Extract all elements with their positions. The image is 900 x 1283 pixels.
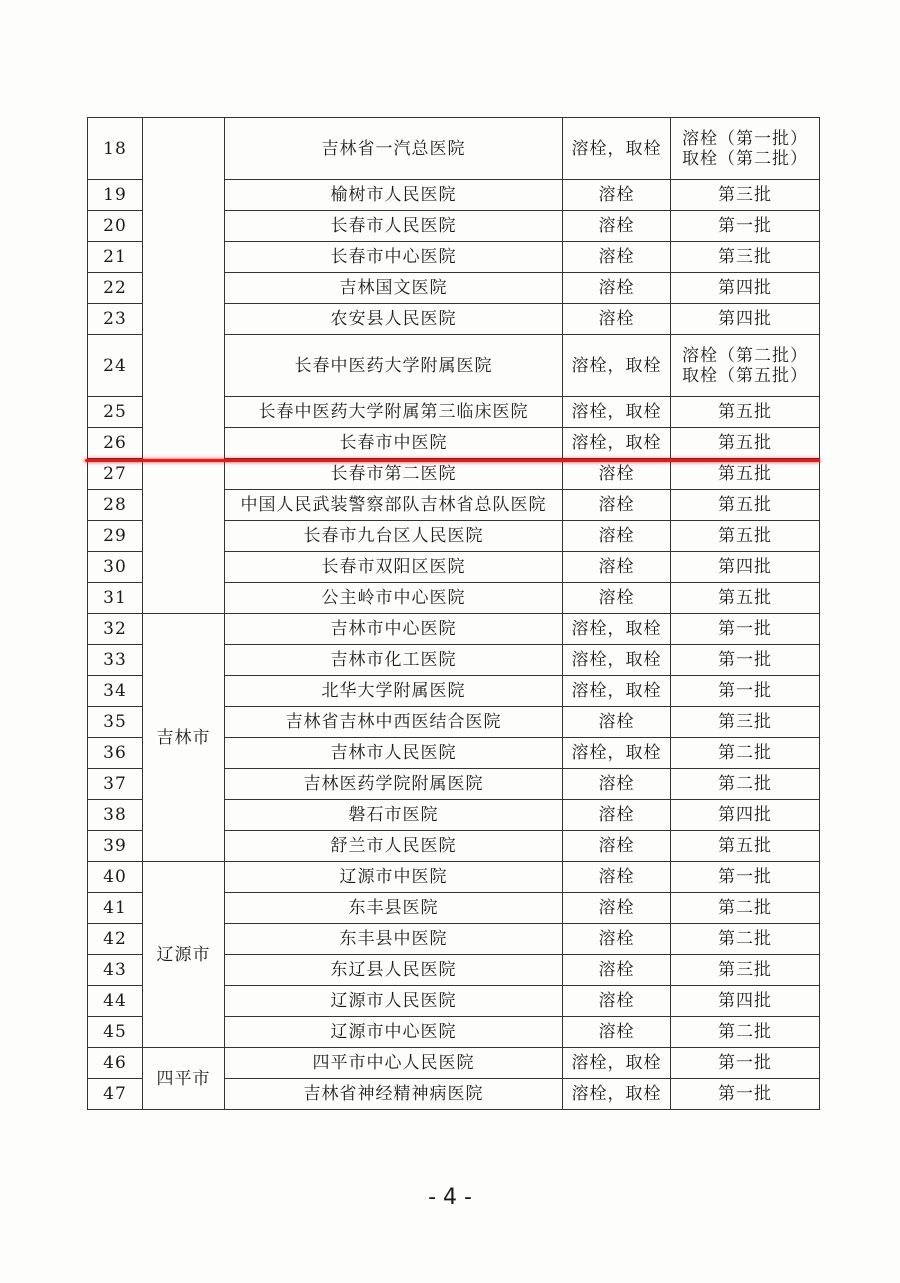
treatment-type: 溶栓 bbox=[563, 986, 671, 1017]
hospital-name: 长春市九台区人民医院 bbox=[225, 521, 563, 552]
hospital-table bbox=[87, 117, 820, 1110]
hospital-name: 吉林省一汽总医院 bbox=[225, 118, 563, 180]
row-number: 29 bbox=[88, 521, 143, 552]
row-number: 19 bbox=[88, 180, 143, 211]
hospital-name: 吉林医药学院附属医院 bbox=[225, 769, 563, 800]
treatment-type: 溶栓，取栓 bbox=[563, 118, 671, 180]
hospital-name: 东辽县人民医院 bbox=[225, 955, 563, 986]
treatment-type: 溶栓 bbox=[563, 180, 671, 211]
hospital-name: 长春中医药大学附属医院 bbox=[225, 335, 563, 397]
batch-text: 第四批 bbox=[718, 557, 772, 577]
row-number: 41 bbox=[88, 893, 143, 924]
treatment-type: 溶栓，取栓 bbox=[563, 428, 671, 459]
row-number: 31 bbox=[88, 583, 143, 614]
treatment-type: 溶栓 bbox=[563, 304, 671, 335]
hospital-name: 辽源市人民医院 bbox=[225, 986, 563, 1017]
treatment-type: 溶栓 bbox=[563, 459, 671, 490]
batch-cell bbox=[671, 428, 820, 459]
batch-cell bbox=[671, 397, 820, 428]
city-cell: 四平市 bbox=[143, 1048, 225, 1110]
hospital-name: 长春市双阳区医院 bbox=[225, 552, 563, 583]
batch-cell bbox=[671, 1048, 820, 1079]
batch-text: 第三批 bbox=[718, 185, 772, 205]
batch-text: 第五批 bbox=[718, 433, 772, 453]
row-number: 39 bbox=[88, 831, 143, 862]
batch-cell bbox=[671, 862, 820, 893]
batch-cell bbox=[671, 180, 820, 211]
treatment-type: 溶栓 bbox=[563, 955, 671, 986]
hospital-name: 吉林国文医院 bbox=[225, 273, 563, 304]
batch-cell bbox=[671, 800, 820, 831]
treatment-type: 溶栓 bbox=[563, 242, 671, 273]
treatment-type: 溶栓 bbox=[563, 583, 671, 614]
batch-cell bbox=[671, 521, 820, 552]
batch-cell bbox=[671, 118, 820, 180]
hospital-name: 东丰县医院 bbox=[225, 893, 563, 924]
row-number: 20 bbox=[88, 211, 143, 242]
hospital-name: 吉林省吉林中西医结合医院 bbox=[225, 707, 563, 738]
treatment-type: 溶栓 bbox=[563, 490, 671, 521]
treatment-type: 溶栓 bbox=[563, 273, 671, 304]
batch-cell bbox=[671, 242, 820, 273]
batch-text: 第三批 bbox=[718, 247, 772, 267]
table-row bbox=[88, 614, 820, 645]
row-number: 24 bbox=[88, 335, 143, 397]
batch-text: 第四批 bbox=[718, 991, 772, 1011]
treatment-type: 溶栓，取栓 bbox=[563, 1048, 671, 1079]
batch-cell bbox=[671, 645, 820, 676]
batch-text: 第四批 bbox=[718, 805, 772, 825]
row-number: 36 bbox=[88, 738, 143, 769]
batch-text: 第五批 bbox=[718, 836, 772, 856]
treatment-type: 溶栓 bbox=[563, 521, 671, 552]
hospital-name: 吉林市化工医院 bbox=[225, 645, 563, 676]
batch-cell bbox=[671, 924, 820, 955]
row-number: 45 bbox=[88, 1017, 143, 1048]
treatment-type: 溶栓 bbox=[563, 924, 671, 955]
city-cell bbox=[143, 118, 225, 614]
batch-text: 第一批 bbox=[718, 650, 772, 670]
batch-cell bbox=[671, 490, 820, 521]
city-cell: 吉林市 bbox=[143, 614, 225, 862]
treatment-type: 溶栓，取栓 bbox=[563, 738, 671, 769]
hospital-name: 长春市中医院 bbox=[225, 428, 563, 459]
row-number: 32 bbox=[88, 614, 143, 645]
batch-cell bbox=[671, 831, 820, 862]
hospital-name: 四平市中心人民医院 bbox=[225, 1048, 563, 1079]
hospital-name: 公主岭市中心医院 bbox=[225, 583, 563, 614]
hospital-name: 长春中医药大学附属第三临床医院 bbox=[225, 397, 563, 428]
treatment-type: 溶栓 bbox=[563, 800, 671, 831]
batch-text: 第一批 bbox=[718, 619, 772, 639]
row-number: 47 bbox=[88, 1079, 143, 1110]
treatment-type: 溶栓 bbox=[563, 1017, 671, 1048]
treatment-type: 溶栓，取栓 bbox=[563, 335, 671, 397]
batch-text: 第五批 bbox=[718, 495, 772, 515]
treatment-type: 溶栓 bbox=[563, 831, 671, 862]
treatment-type: 溶栓，取栓 bbox=[563, 614, 671, 645]
batch-text: 溶栓（第一批） bbox=[682, 128, 808, 149]
hospital-name: 辽源市中心医院 bbox=[225, 1017, 563, 1048]
batch-text: 取栓（第二批） bbox=[682, 148, 808, 169]
batch-cell bbox=[671, 1017, 820, 1048]
batch-text: 第一批 bbox=[718, 1084, 772, 1104]
hospital-name: 吉林市中心医院 bbox=[225, 614, 563, 645]
row-number: 34 bbox=[88, 676, 143, 707]
hospital-name: 榆树市人民医院 bbox=[225, 180, 563, 211]
batch-text: 第一批 bbox=[718, 681, 772, 701]
hospital-name: 吉林省神经精神病医院 bbox=[225, 1079, 563, 1110]
treatment-type: 溶栓 bbox=[563, 893, 671, 924]
row-number: 30 bbox=[88, 552, 143, 583]
batch-text: 溶栓（第二批） bbox=[682, 345, 808, 366]
batch-cell bbox=[671, 986, 820, 1017]
row-number: 37 bbox=[88, 769, 143, 800]
batch-cell bbox=[671, 273, 820, 304]
row-number: 44 bbox=[88, 986, 143, 1017]
batch-cell bbox=[671, 459, 820, 490]
batch-text: 第一批 bbox=[718, 1053, 772, 1073]
row-number: 28 bbox=[88, 490, 143, 521]
hospital-name: 舒兰市人民医院 bbox=[225, 831, 563, 862]
row-number: 21 bbox=[88, 242, 143, 273]
batch-cell bbox=[671, 304, 820, 335]
batch-cell bbox=[671, 893, 820, 924]
row-number: 25 bbox=[88, 397, 143, 428]
hospital-name: 东丰县中医院 bbox=[225, 924, 563, 955]
treatment-type: 溶栓，取栓 bbox=[563, 397, 671, 428]
hospital-name: 磐石市医院 bbox=[225, 800, 563, 831]
row-number: 35 bbox=[88, 707, 143, 738]
row-number: 22 bbox=[88, 273, 143, 304]
row-number: 46 bbox=[88, 1048, 143, 1079]
batch-text: 第五批 bbox=[718, 526, 772, 546]
treatment-type: 溶栓 bbox=[563, 552, 671, 583]
treatment-type: 溶栓 bbox=[563, 862, 671, 893]
batch-text: 第二批 bbox=[718, 898, 772, 918]
batch-cell bbox=[671, 676, 820, 707]
hospital-name: 北华大学附属医院 bbox=[225, 676, 563, 707]
batch-text: 取栓（第五批） bbox=[682, 365, 808, 386]
batch-text: 第三批 bbox=[718, 960, 772, 980]
batch-text: 第四批 bbox=[718, 278, 772, 298]
batch-cell bbox=[671, 552, 820, 583]
row-number: 42 bbox=[88, 924, 143, 955]
treatment-type: 溶栓，取栓 bbox=[563, 645, 671, 676]
batch-text: 第二批 bbox=[718, 774, 772, 794]
batch-cell bbox=[671, 769, 820, 800]
batch-text: 第一批 bbox=[718, 867, 772, 887]
table-row bbox=[88, 1048, 820, 1079]
row-number: 40 bbox=[88, 862, 143, 893]
batch-text: 第四批 bbox=[718, 309, 772, 329]
batch-cell bbox=[671, 1079, 820, 1110]
row-number: 26 bbox=[88, 428, 143, 459]
row-number: 43 bbox=[88, 955, 143, 986]
batch-text: 第二批 bbox=[718, 1022, 772, 1042]
row-number: 27 bbox=[88, 459, 143, 490]
batch-cell bbox=[671, 335, 820, 397]
treatment-type: 溶栓 bbox=[563, 769, 671, 800]
hospital-name: 长春市中心医院 bbox=[225, 242, 563, 273]
batch-text: 第一批 bbox=[718, 216, 772, 236]
row-number: 33 bbox=[88, 645, 143, 676]
treatment-type: 溶栓，取栓 bbox=[563, 676, 671, 707]
treatment-type: 溶栓 bbox=[563, 211, 671, 242]
hospital-name: 吉林市人民医院 bbox=[225, 738, 563, 769]
batch-text: 第二批 bbox=[718, 929, 772, 949]
batch-cell bbox=[671, 707, 820, 738]
hospital-table-body bbox=[88, 118, 820, 1110]
batch-text: 第五批 bbox=[718, 464, 772, 484]
page-number: - 4 - bbox=[428, 1185, 472, 1210]
hospital-name: 长春市第二医院 bbox=[225, 459, 563, 490]
batch-cell bbox=[671, 211, 820, 242]
batch-cell bbox=[671, 738, 820, 769]
hospital-name: 长春市人民医院 bbox=[225, 211, 563, 242]
row-number: 18 bbox=[88, 118, 143, 180]
batch-text: 第五批 bbox=[718, 402, 772, 422]
treatment-type: 溶栓，取栓 bbox=[563, 1079, 671, 1110]
batch-cell bbox=[671, 583, 820, 614]
batch-cell bbox=[671, 614, 820, 645]
treatment-type: 溶栓 bbox=[563, 707, 671, 738]
hospital-name: 辽源市中医院 bbox=[225, 862, 563, 893]
row-number: 23 bbox=[88, 304, 143, 335]
batch-text: 第三批 bbox=[718, 712, 772, 732]
hospital-name: 农安县人民医院 bbox=[225, 304, 563, 335]
batch-text: 第五批 bbox=[718, 588, 772, 608]
batch-cell bbox=[671, 955, 820, 986]
table-row bbox=[88, 862, 820, 893]
hospital-name: 中国人民武装警察部队吉林省总队医院 bbox=[225, 490, 563, 521]
table-row bbox=[88, 118, 820, 180]
batch-text: 第二批 bbox=[718, 743, 772, 763]
row-number: 38 bbox=[88, 800, 143, 831]
city-cell: 辽源市 bbox=[143, 862, 225, 1048]
